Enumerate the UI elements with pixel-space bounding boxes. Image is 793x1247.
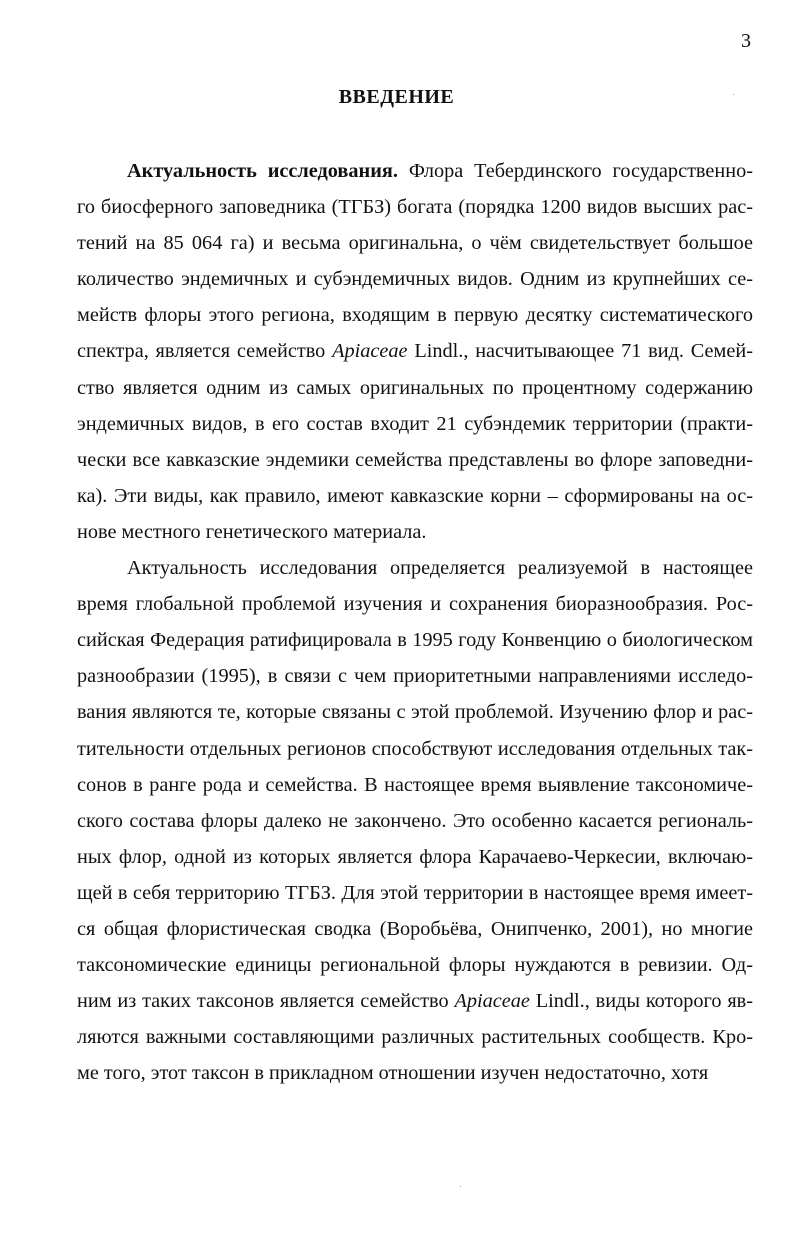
text-segment: ка). Эти виды, как правило, имеют кавказские корни – сформированы на ос- [77,484,753,507]
text-line [77,514,753,550]
text-segment: мейств флоры этого региона, входящим в первую десятку систематического [77,304,753,327]
text-line [77,622,753,658]
text-line [77,1055,753,1091]
text-line [77,478,753,514]
text-segment: нове местного генетического материала. [77,520,427,543]
text-line [77,333,753,369]
text-segment: вания являются те, которые связаны с этой проблемой. Изучению флор и рас- [77,701,753,724]
text-segment: ского состава флоры далеко не закончено. Это особенно касается региональ- [77,809,753,832]
text-line [77,442,753,478]
paragraph [77,550,753,1091]
text-segment: щей в себя территорию ТГБЗ. Для этой территории в настоящее время имеет- [77,881,753,904]
text-segment: ним из таких таксонов является семейство [77,990,455,1013]
text-line [77,1019,753,1055]
text-line [77,189,753,225]
scan-speck [733,94,734,95]
text-segment: тений на 85 064 га) и весьма оригинальна, о чём свидетельствует большое [77,232,753,255]
text-line [77,731,753,767]
text-line [77,550,753,586]
text-line [77,983,753,1019]
text-segment: Актуальность исследования определяется реализуемой в настоящее [127,557,753,580]
text-line [77,767,753,803]
text-line [77,370,753,406]
text-line [77,225,753,261]
body-text [77,153,753,1091]
text-segment: ме того, этот таксон в прикладном отношении изучен недостаточно, хотя [77,1062,709,1085]
text-line [77,911,753,947]
text-line [77,153,753,189]
text-line [77,875,753,911]
scan-speck [460,1186,461,1187]
text-line [77,658,753,694]
text-segment: го биосферного заповедника (ТГБЗ) богата (порядка 1200 видов высших рас- [77,196,753,219]
text-segment: разнообразии (1995), в связи с чем приоритетными направлениями исследо- [77,665,753,688]
text-segment: ство является одним из самых оригинальных по процентному содержанию [77,376,753,399]
text-segment: ляются важными составляющими различных растительных сообществ. Кро- [77,1026,753,1049]
text-line [77,947,753,983]
paragraph [77,153,753,550]
text-segment: спектра, является семейство [77,340,333,363]
text-line [77,297,753,333]
text-segment: ся общая флористическая сводка (Воробьёва, Онипченко, 2001), но многие [77,917,753,940]
text-segment: Флора Тебердинского государственно- [397,160,753,182]
text-segment: эндемичных видов, в его состав входит 21 субэндемик территории (практи- [77,412,753,435]
page-title: ВВЕДЕНИЕ [338,86,455,108]
text-segment: тительности отдельных регионов способствуют исследования отдельных так- [77,737,753,760]
taxon-name: Apiaceae [332,340,408,363]
text-segment: количество эндемичных и субэндемичных видов. Одним из крупнейших се- [77,268,753,291]
section-lead: Актуальность исследования. [127,160,398,182]
taxon-name: Apiaceae [454,990,530,1013]
page-number: 3 [741,30,751,52]
text-segment: сонов в ранге рода и семейства. В настоящее время выявление таксономиче- [77,773,753,796]
text-segment: Lindl., виды которого яв- [529,990,753,1013]
text-segment: таксономические единицы региональной флоры нуждаются в ревизии. Од- [77,954,753,977]
text-line [77,406,753,442]
text-line [77,839,753,875]
text-segment: сийская Федерация ратифицировала в 1995 году Конвенцию о биологическом [77,629,753,652]
text-line [77,803,753,839]
text-segment: чески все кавказские эндемики семейства представлены во флоре заповедни- [77,448,753,471]
text-line [77,694,753,730]
text-line [77,261,753,297]
text-segment: ных флор, одной из которых является флора Карачаево-Черкесии, включаю- [77,845,753,868]
text-segment: Lindl., насчитывающее 71 вид. Семей- [407,340,753,363]
text-line [77,586,753,622]
text-segment: время глобальной проблемой изучения и сохранения биоразнообразия. Рос- [77,593,753,616]
